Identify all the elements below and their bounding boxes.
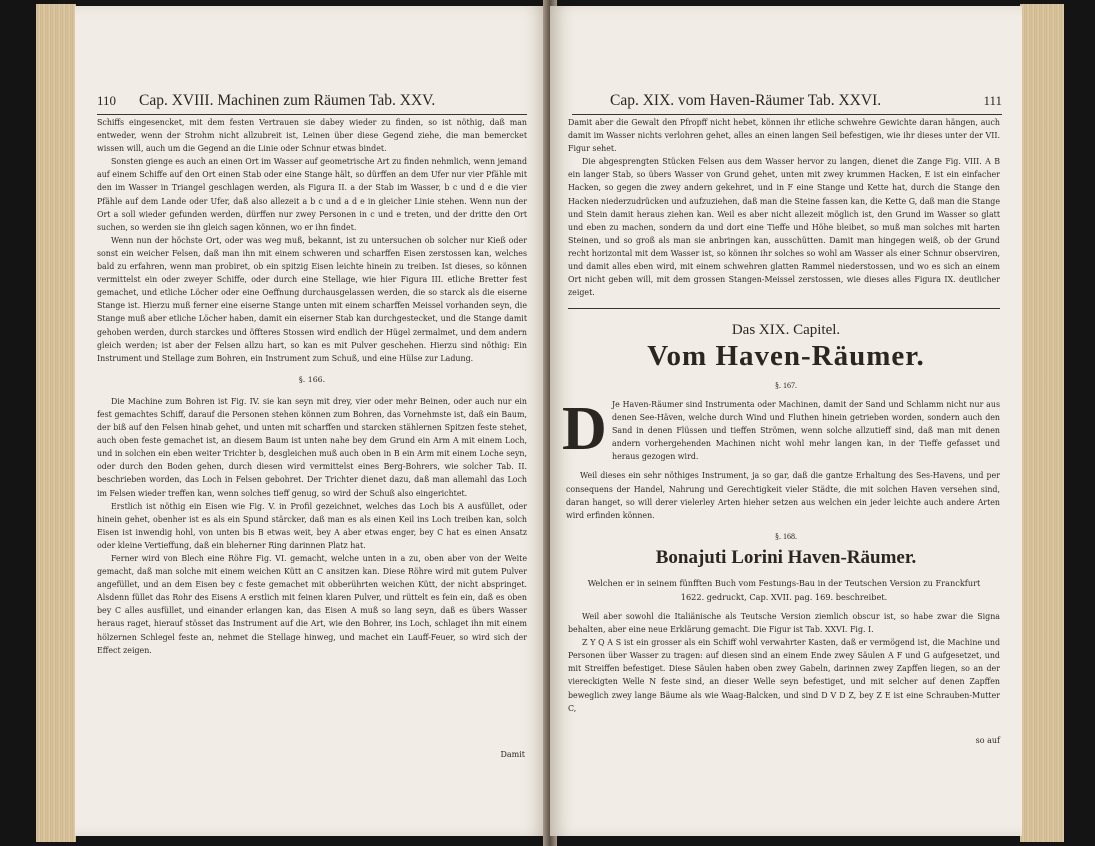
paragraph: Ferner wird von Blech eine Röhre Fig. VI. gemacht, welche unten in a zu, oben aber von der Weite gemacht, daß man solche mit einem weichen Kütt an C ansitzen kan. Diese Röhre wird mit gutem Pulver angefüllet, und an dem Eisen bey c feste gemachet mit obberührten weichen Kütt, der nicht abspringet. Alsdenn füllet das Rohr des Eisens A erstlich mit feinen klaren Pulver, und rüttelt es fein ein, daß es oben bey C alles ausfüllet, und einander erlangen kan, das Eisen A muß so lang seyn, daß es übers Wasser heraus raget, hierauf stösset das Instrument auf die Art, wie den Bohrer, ins Loch, schlaget ihn mit einem hölzernen Schlegel feste an, nehmet die Stellage hinweg, und machet ein Lauff-Feuer, so wird sich der Effect zeigen. xyxy=(97,554,527,655)
paragraph: Erstlich ist nöthig ein Eisen wie Fig. V. in Profil gezeichnet, welches das Loch bis A ausfüllet, oder hinein gehet, obenher ist es als ein Spund stärcker, daß man es als einen Keil ins Loch treiben kan, solch Eisen ist inwendig hohl, von unten bis B etwas weit, bey A aber etwas enger, bey C hat es einen Ansatz oder kleine Vertieffung, daß ein bleherner Ring darinnen Platz hat. xyxy=(97,501,527,550)
right-body-168 xyxy=(568,610,1000,715)
section-number: §. 168. xyxy=(775,532,797,541)
paragraph: Wenn nun der höchste Ort, oder was weg muß, bekannt, ist zu untersuchen ob solcher nur Kieß oder sonst ein weicher Felsen, daß man ihn mit einem schweren und scharffen Eisen zerstossen kan, welches bald zu erfahren, wenn man probiret, ob ein spitzig Eisen leichte hinein zu treiben. Ist dieses, so können vermittelst ein oder zweyer Schiffe, oder durch eine Stellage, wie hier Figura III. etliche Bretter fest gemachet, und etliche Löcher oder eine Oeffnung durchausgelassen werden, die so starck als die eiserne Stange ist. Hierzu muß ferner eine eiserne Stange unten mit einem scharffen Meissel vorhanden seyn, die Stange muß aber etliche Löcher haben, damit ein eiserner Stab kan durchgestecket, und die Stange damit gehoben werden, durch starckes und öffteres Stossen wird endlich der Hügel zermalmet, und dem andern gleich werden; ist aber der Felsen allzu hart, so kan es mit Pulver geschehen. Hierzu sind nöthig: Ein Instrument und Stellage zum Bohren, ein Instrument zum Schuß, und eine Hülse zur Ladung. xyxy=(97,235,527,363)
right-running-title: Cap. XIX. vom Haven-Räumer Tab. XXVI. xyxy=(610,92,882,109)
chapter-rule xyxy=(568,308,1000,309)
paragraph: Weil aber sowohl die Italiänische als Teutsche Version ziemlich obscur ist, so habe zwar die Signa behalten, aber eine neue Erklärung gemacht. Die Figur ist Tab. XXVI. Fig. I. xyxy=(568,612,1000,635)
paragraph: Weil dieses ein sehr nöthiges Instrument, ja so gar, daß die gantze Erhaltung des Ses-Havens, und per consequens der Handel, Nahrung und Gerechtigkeit vieler Städte, die mit solchen Haven versehen sind, daran hanget, so will derer vielerley Arten hieher setzen aus welchen ein jeder leichte auch andere Arten wird erfinden können. xyxy=(566,471,1000,520)
section-number: §. 167. xyxy=(775,381,797,390)
left-page xyxy=(75,6,547,836)
paragraph: Damit aber die Gewalt den Pfropff nicht hebet, können ihr etliche schwehre Gewichte daran hängen, auch damit im Wasser nichts verlohren gehet, alles an einen langen Seil befestigen, wie ihr dieses unter der VII. Figur sehet. xyxy=(568,118,1000,154)
left-body xyxy=(97,116,527,657)
chapter-title: Vom Haven-Räumer. xyxy=(647,340,925,372)
right-page-number: 111 xyxy=(983,93,1002,108)
left-page-number: 110 xyxy=(97,93,117,108)
paragraph: Je Haven-Räumer sind Instrumenta oder Machinen, damit der Sand und Schlamm nicht nur aus denen See-Häven, welche durch Wind und Fluthen hinein getrieben worden, sondern auch den Sand in denen Flüssen und tieffen Strömen, wenn solche allzutieff sind, daß man mit denen andern vorhergehenden Machinen nicht wohl mehr langen kan, in der Tieffe gefasset und heraus gezogen wird. xyxy=(612,400,1000,462)
left-running-title: Cap. XVIII. Machinen zum Räumen Tab. XXV. xyxy=(139,92,436,109)
right-body-167 xyxy=(562,395,1000,522)
right-running-header xyxy=(572,92,1002,115)
left-running-header xyxy=(97,92,527,115)
right-body-top xyxy=(568,116,1000,299)
chapter-label: Das XIX. Capitel. xyxy=(731,322,841,338)
right-page-edges xyxy=(1020,4,1064,842)
section-subheading: Welchen er in seinem fünfften Buch vom Festungs-Bau in der Teutschen Version zu Franckfurt 1622. gedruckt, Cap. XVII. pag. 169. beschreibet. xyxy=(587,578,981,602)
section-number: §. 166. xyxy=(298,374,326,384)
paragraph: Z Y Q A S ist ein grosser als ein Schiff wohl verwahrter Kasten, daß er vermögend ist, die Machine und Personen über Wasser zu tragen: auf diesen sind an einem Ende zwey Säulen A F und G aufgesetzet, und mit Streiffen befestiget. Diese Säulen haben oben zwey Gabeln, darinnen zwey Zapffen liegen, so an der viereckigten Welle N feste sind, an dieser Welle seyn befestiget, und mit selcher auf denen Zapffen beweglich zwey lange Bäume als wie Waag-Balcken, und sind D V D Z, bey Z E ist eine Schrauben-Mutter C, xyxy=(568,638,1000,713)
paragraph: Schiffs eingesencket, mit dem festen Vertrauen sie dabey wieder zu finden, so ist nöthig, daß man entweder, wenn der Strohm nicht allzubreit ist, Leinen über diese Gegend ziehe, die man bemercket wissen will, auch um die Gegend an die Linie oder Schnur etwas bindet. xyxy=(97,118,527,154)
section-heading: Bonajuti Lorini Haven-Räumer. xyxy=(655,547,917,568)
right-catchword: so auf xyxy=(975,736,1000,745)
paragraph: Sonsten gienge es auch an einen Ort im Wasser auf geometrische Art zu finden nehmlich, wenn jemand auf einem Schiffe auf den Ort einen Stab oder eine Stange hält, so dürffen an dem Ufer nur vier Pfähle mit den im Wasser in Triangel geschlagen werden, als Figura II. a der Stab im Wasser, b c und d e die vier Pfähle auf dem Lande oder Ufer, daß also allezeit a b c und a d e in gleicher Linie stehen. Wenn nun der Ort a soll wieder gefunden werden, dürffen nur zwey Personen in c und e treten, und der dritte den Ort suchen, so werden sie ihn gleich sagen können, wo er ihn findet. xyxy=(97,157,527,232)
drop-cap-initial: D xyxy=(562,395,607,463)
paragraph: Die Machine zum Bohren ist Fig. IV. sie kan seyn mit drey, vier oder mehr Beinen, oder auch nur ein fest gemachtes Schiff, darauf die Personen stehen können zum Bohren, das Vornehmste ist, daß ein Baum, der biß auf den Felsen hinab gehet, und unten mit scharffen und starcken stählernen Spitzen feste stehet, auch oben feste gemachet ist, an diesem Baum ist unten nahe bey dem Grund ein Arm A mit einem Loch, und in solchen ein eben weiter Trichter b, desgleichen muß auch oben in B ein Arm mit einem Loche seyn, oder durch den Boden gehen, durch diesen wird vermittelst eines Berg-Bohrers, wie solcher Tab. II. beschrieben worden, das Loch in Felsen gebohret. Der Trichter dienet dazu, daß man allemahl das Loch im Felsen wieder treffen kan, wenn solches tieff genug, so wird der Schuß also eingerichtet. xyxy=(97,396,527,498)
left-catchword: Damit xyxy=(500,750,525,759)
right-page xyxy=(550,6,1022,836)
left-page-edges xyxy=(36,4,76,842)
paragraph: Die abgesprengten Stücken Felsen aus dem Wasser hervor zu langen, dienet die Zange Fig. VIII. A B ein langer Stab, so übers Wasser von Grund gehet, unten mit zwey krummen Hacken, E ist ein einfacher Hacken, so gegen die zwey andern gekehret, und in F eine Stange und Kette hat, durch die Stange den Hacken niederzudrücken und aufzuziehen, daß man die Steine fassen kan, die Kette G, daß man die Stange und Stein damit heraus ziehen kan. Weil es aber nicht allezeit möglich ist, den Grund im Wasser so glatt und eben zu machen, sondern da und dort eine Tieffe und Höhe bleibet, so muß man solches mit harten Steinen, und so groß als man sie anbringen kan, ausschütten. Damit man hingegen weiß, ob der Grund recht horizontal mit dem Wasser ist, so können ihr solches so wohl am Wasser als einer Schnur observiren, und damit alles eben wird, mit einem schwehren glatten Rammel niederstossen, und wo es sich an einem Ort nicht geben will, mit dem grossen Stangen-Meissel zerstossen, wie dieses alles Figura IX. deutlicher zeiget. xyxy=(568,157,1000,298)
